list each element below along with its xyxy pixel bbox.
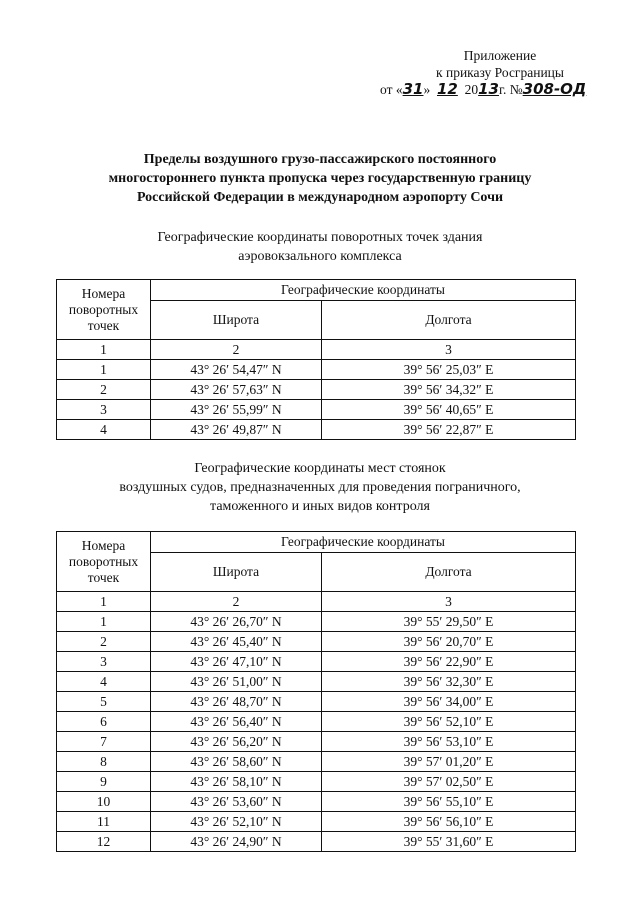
point-number-cell: 12 (57, 832, 151, 852)
section2-caption (40, 459, 600, 516)
order-month: 12 (436, 80, 458, 98)
header-longitude: Долгота (322, 301, 576, 340)
header-index: 2 (151, 340, 322, 360)
appendix-block (380, 47, 620, 98)
section2-caption-line-2: воздушных судов, предназначенных для проведения пограничного, (119, 480, 521, 495)
header-point-number: Номера поворотных точек (57, 532, 151, 592)
order-day: 31 (402, 80, 424, 98)
longitude-cell: 39° 56′ 34,00″ E (322, 692, 576, 712)
longitude-cell: 39° 56′ 52,10″ E (322, 712, 576, 732)
section1-caption (40, 228, 600, 266)
order-number: 308-ОД (522, 80, 587, 98)
table-row (57, 812, 576, 832)
point-number-cell: 5 (57, 692, 151, 712)
latitude-cell: 43° 26′ 53,60″ N (151, 792, 322, 812)
longitude-cell: 39° 56′ 25,03″ E (322, 360, 576, 380)
section1-rows (57, 360, 576, 440)
longitude-cell: 39° 55′ 29,50″ E (322, 612, 576, 632)
point-number-cell: 10 (57, 792, 151, 812)
document-title (40, 150, 600, 207)
header-coordinates: Географические координаты (151, 532, 576, 553)
section2-caption-line-1: Географические координаты мест стоянок (194, 461, 446, 476)
latitude-cell: 43° 26′ 56,40″ N (151, 712, 322, 732)
order-number-prefix: г. № (498, 82, 523, 97)
point-number-cell: 4 (57, 672, 151, 692)
point-number-cell: 9 (57, 772, 151, 792)
table-row (57, 792, 576, 812)
point-number-cell: 3 (57, 400, 151, 420)
section1-caption-line-1: Географические координаты поворотных точек здания (157, 230, 483, 245)
header-index: 3 (322, 592, 576, 612)
table-row (57, 712, 576, 732)
title-line-2: многостороннего пункта пропуска через государственную границу (108, 171, 532, 186)
longitude-cell: 39° 56′ 20,70″ E (322, 632, 576, 652)
table-row (57, 772, 576, 792)
point-number-cell: 6 (57, 712, 151, 732)
order-year-suffix: 13 (478, 80, 499, 98)
longitude-cell: 39° 57′ 02,50″ E (322, 772, 576, 792)
latitude-cell: 43° 26′ 24,90″ N (151, 832, 322, 852)
point-number-cell: 8 (57, 752, 151, 772)
section1-caption-line-2: аэровокзального комплекса (238, 249, 402, 264)
table-row (57, 692, 576, 712)
point-number-cell: 7 (57, 732, 151, 752)
longitude-cell: 39° 56′ 22,87″ E (322, 420, 576, 440)
header-index: 2 (151, 592, 322, 612)
longitude-cell: 39° 56′ 55,10″ E (322, 792, 576, 812)
table-row (57, 400, 576, 420)
header-index: 3 (322, 340, 576, 360)
table-row (57, 732, 576, 752)
longitude-cell: 39° 56′ 34,32″ E (322, 380, 576, 400)
point-number-cell: 1 (57, 612, 151, 632)
header-latitude: Широта (151, 301, 322, 340)
header-latitude: Широта (151, 553, 322, 592)
table-row (57, 752, 576, 772)
title-line-1: Пределы воздушного грузо-пассажирского постоянного (143, 152, 497, 167)
longitude-cell: 39° 56′ 56,10″ E (322, 812, 576, 832)
header-coordinates: Географические координаты (151, 280, 576, 301)
longitude-cell: 39° 56′ 32,30″ E (322, 672, 576, 692)
latitude-cell: 43° 26′ 52,10″ N (151, 812, 322, 832)
longitude-cell: 39° 55′ 31,60″ E (322, 832, 576, 852)
latitude-cell: 43° 26′ 47,10″ N (151, 652, 322, 672)
latitude-cell: 43° 26′ 54,47″ N (151, 360, 322, 380)
point-number-cell: 1 (57, 360, 151, 380)
point-number-cell: 2 (57, 632, 151, 652)
point-number-cell: 3 (57, 652, 151, 672)
latitude-cell: 43° 26′ 48,70″ N (151, 692, 322, 712)
table-row (57, 652, 576, 672)
table-row (57, 832, 576, 852)
latitude-cell: 43° 26′ 55,99″ N (151, 400, 322, 420)
order-year-prefix: 20 (464, 82, 479, 97)
order-prefix: от « (380, 82, 403, 97)
section2-rows (57, 612, 576, 852)
title-line-3: Российской Федерации в международном аэропорту Сочи (136, 190, 504, 205)
point-number-cell: 11 (57, 812, 151, 832)
longitude-cell: 39° 56′ 53,10″ E (322, 732, 576, 752)
latitude-cell: 43° 26′ 26,70″ N (151, 612, 322, 632)
longitude-cell: 39° 56′ 22,90″ E (322, 652, 576, 672)
section2-table (56, 531, 576, 852)
table-row (57, 632, 576, 652)
appendix-line1: Приложение (463, 48, 537, 63)
table-row (57, 420, 576, 440)
latitude-cell: 43° 26′ 57,63″ N (151, 380, 322, 400)
table-row (57, 612, 576, 632)
order-mid: » (423, 82, 431, 97)
longitude-cell: 39° 56′ 40,65″ E (322, 400, 576, 420)
section2-caption-line-3: таможенного и иных видов контроля (210, 499, 430, 514)
latitude-cell: 43° 26′ 51,00″ N (151, 672, 322, 692)
latitude-cell: 43° 26′ 45,40″ N (151, 632, 322, 652)
appendix-order-line (380, 81, 620, 98)
latitude-cell: 43° 26′ 58,60″ N (151, 752, 322, 772)
section1-table (56, 279, 576, 440)
header-longitude: Долгота (322, 553, 576, 592)
latitude-cell: 43° 26′ 58,10″ N (151, 772, 322, 792)
header-index: 1 (57, 592, 151, 612)
appendix-line2: к приказу Росграницы (436, 65, 564, 80)
header-point-number: Номера поворотных точек (57, 280, 151, 340)
table-row (57, 360, 576, 380)
latitude-cell: 43° 26′ 56,20″ N (151, 732, 322, 752)
table-row (57, 380, 576, 400)
longitude-cell: 39° 57′ 01,20″ E (322, 752, 576, 772)
table-row (57, 672, 576, 692)
point-number-cell: 4 (57, 420, 151, 440)
header-index: 1 (57, 340, 151, 360)
point-number-cell: 2 (57, 380, 151, 400)
latitude-cell: 43° 26′ 49,87″ N (151, 420, 322, 440)
